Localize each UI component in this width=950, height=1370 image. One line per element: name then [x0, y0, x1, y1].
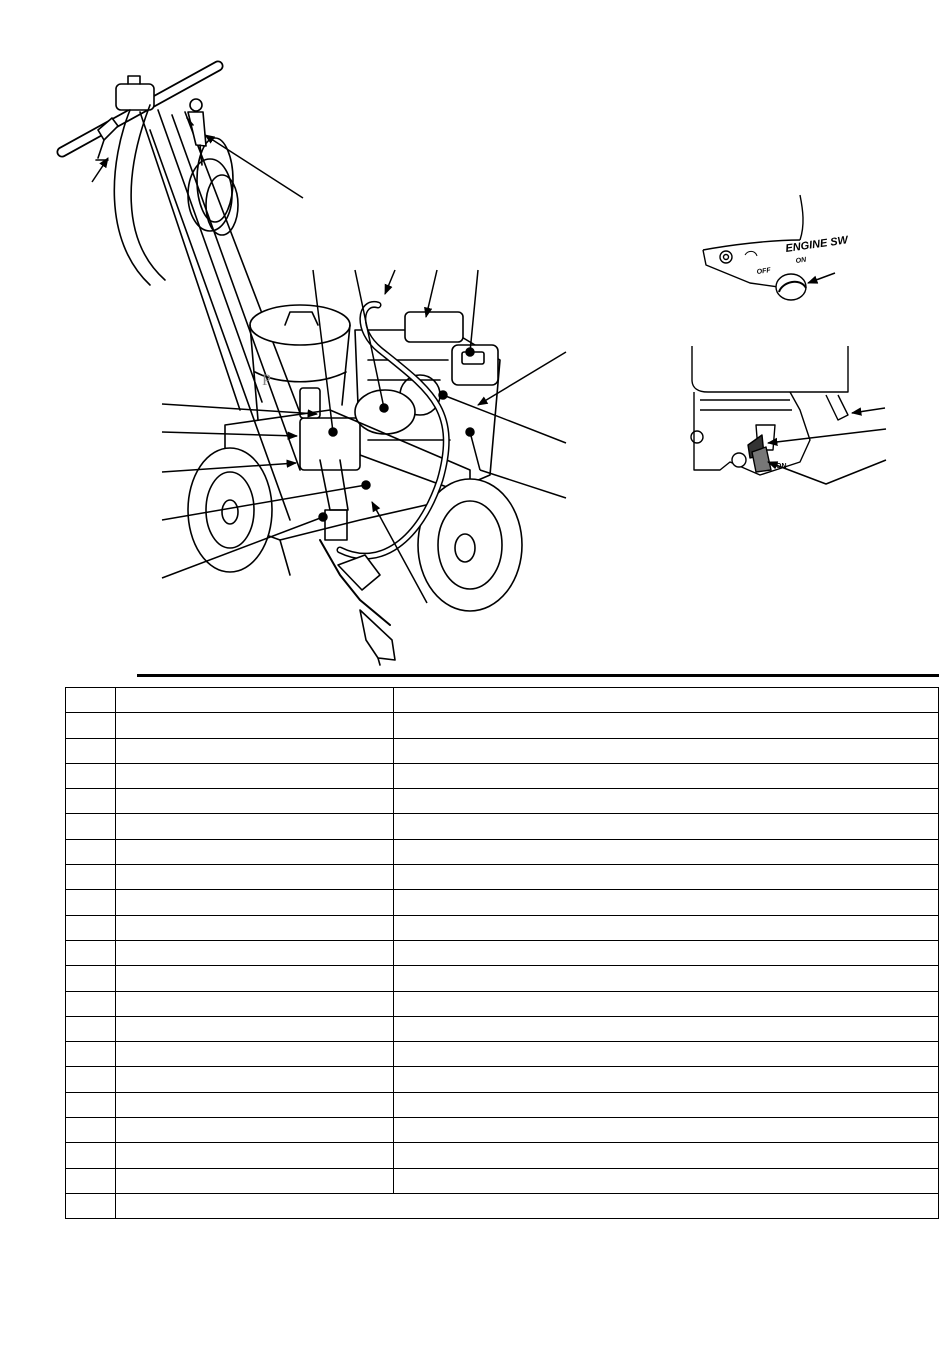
table-row — [66, 915, 939, 940]
component-name-cell — [116, 1042, 394, 1067]
item-number-cell — [66, 966, 116, 991]
component-name-cell — [116, 991, 394, 1016]
fuel-valve-on-label: ON — [776, 463, 787, 470]
component-name-cell — [116, 865, 394, 890]
table-row — [66, 814, 939, 839]
component-name-cell — [116, 839, 394, 864]
description-cell — [394, 763, 939, 788]
item-number-cell — [66, 1042, 116, 1067]
item-number-cell — [66, 814, 116, 839]
table-row — [66, 1118, 939, 1143]
component-name-cell — [116, 763, 394, 788]
item-number-cell — [66, 1067, 116, 1092]
parts-legend-table — [65, 687, 939, 1219]
table-row — [66, 966, 939, 991]
component-name-cell — [116, 890, 394, 915]
component-name-cell — [116, 1143, 394, 1168]
fuel-valve-inset — [691, 346, 886, 484]
component-name-cell — [116, 1067, 394, 1092]
table-row — [66, 1092, 939, 1117]
item-number-cell — [66, 940, 116, 965]
description-cell — [394, 890, 939, 915]
item-number-cell — [66, 839, 116, 864]
description-cell — [394, 688, 939, 713]
description-cell — [394, 814, 939, 839]
description-cell — [394, 1042, 939, 1067]
description-cell — [394, 1118, 939, 1143]
handle-spray-gun — [187, 112, 206, 165]
component-name-cell — [116, 738, 394, 763]
description-cell — [394, 940, 939, 965]
item-number-cell — [66, 865, 116, 890]
table-row — [66, 865, 939, 890]
engine-switch-off-label: OFF — [756, 267, 772, 276]
description-cell — [394, 991, 939, 1016]
table-row — [66, 688, 939, 713]
table-row — [66, 713, 939, 738]
description-cell — [394, 789, 939, 814]
component-name-cell — [116, 1118, 394, 1143]
bucket-label: P — [262, 372, 271, 389]
note-cell — [116, 1193, 939, 1218]
engine-switch-label: ENGINE SW — [784, 234, 849, 255]
description-cell — [394, 738, 939, 763]
item-number-cell — [66, 1092, 116, 1117]
item-number-cell — [66, 1016, 116, 1041]
description-cell — [394, 713, 939, 738]
front-spray-gun — [320, 540, 395, 665]
table-row — [66, 1016, 939, 1041]
component-name-cell — [116, 940, 394, 965]
table-row — [66, 763, 939, 788]
component-name-cell — [116, 1016, 394, 1041]
description-cell — [394, 1092, 939, 1117]
table-row — [66, 890, 939, 915]
component-name-cell — [116, 789, 394, 814]
item-number-cell — [66, 890, 116, 915]
trigger-lever — [96, 118, 118, 160]
left-wheel — [188, 448, 272, 572]
table-row — [66, 839, 939, 864]
component-name-cell — [116, 915, 394, 940]
item-number-cell — [66, 713, 116, 738]
component-name-cell — [116, 966, 394, 991]
description-cell — [394, 915, 939, 940]
description-cell — [394, 1067, 939, 1092]
component-name-cell — [116, 713, 394, 738]
machine-illustration — [62, 66, 522, 665]
item-number-cell — [66, 738, 116, 763]
description-cell — [394, 1016, 939, 1041]
item-number-cell — [66, 763, 116, 788]
description-cell — [394, 839, 939, 864]
table-row — [66, 1067, 939, 1092]
item-number-cell — [66, 789, 116, 814]
component-name-cell — [116, 814, 394, 839]
table-row — [66, 789, 939, 814]
item-number-cell — [66, 688, 116, 713]
line-striper-diagram — [0, 0, 950, 680]
table-row — [66, 1168, 939, 1193]
description-cell — [394, 865, 939, 890]
table-row — [66, 940, 939, 965]
engine-switch-on-label: ON — [795, 256, 807, 265]
table-row — [66, 1042, 939, 1067]
table-row — [66, 1143, 939, 1168]
description-cell — [394, 1143, 939, 1168]
component-name-cell — [116, 688, 394, 713]
description-cell — [394, 966, 939, 991]
item-number-cell — [66, 1193, 116, 1218]
table-row — [66, 738, 939, 763]
item-number-cell — [66, 1168, 116, 1193]
item-number-cell — [66, 1143, 116, 1168]
item-number-cell — [66, 1118, 116, 1143]
section-divider — [137, 674, 939, 677]
component-name-cell — [116, 1168, 394, 1193]
item-number-cell — [66, 991, 116, 1016]
table-row — [66, 1193, 939, 1218]
component-name-cell — [116, 1092, 394, 1117]
table-row — [66, 991, 939, 1016]
description-cell — [394, 1168, 939, 1193]
item-number-cell — [66, 915, 116, 940]
